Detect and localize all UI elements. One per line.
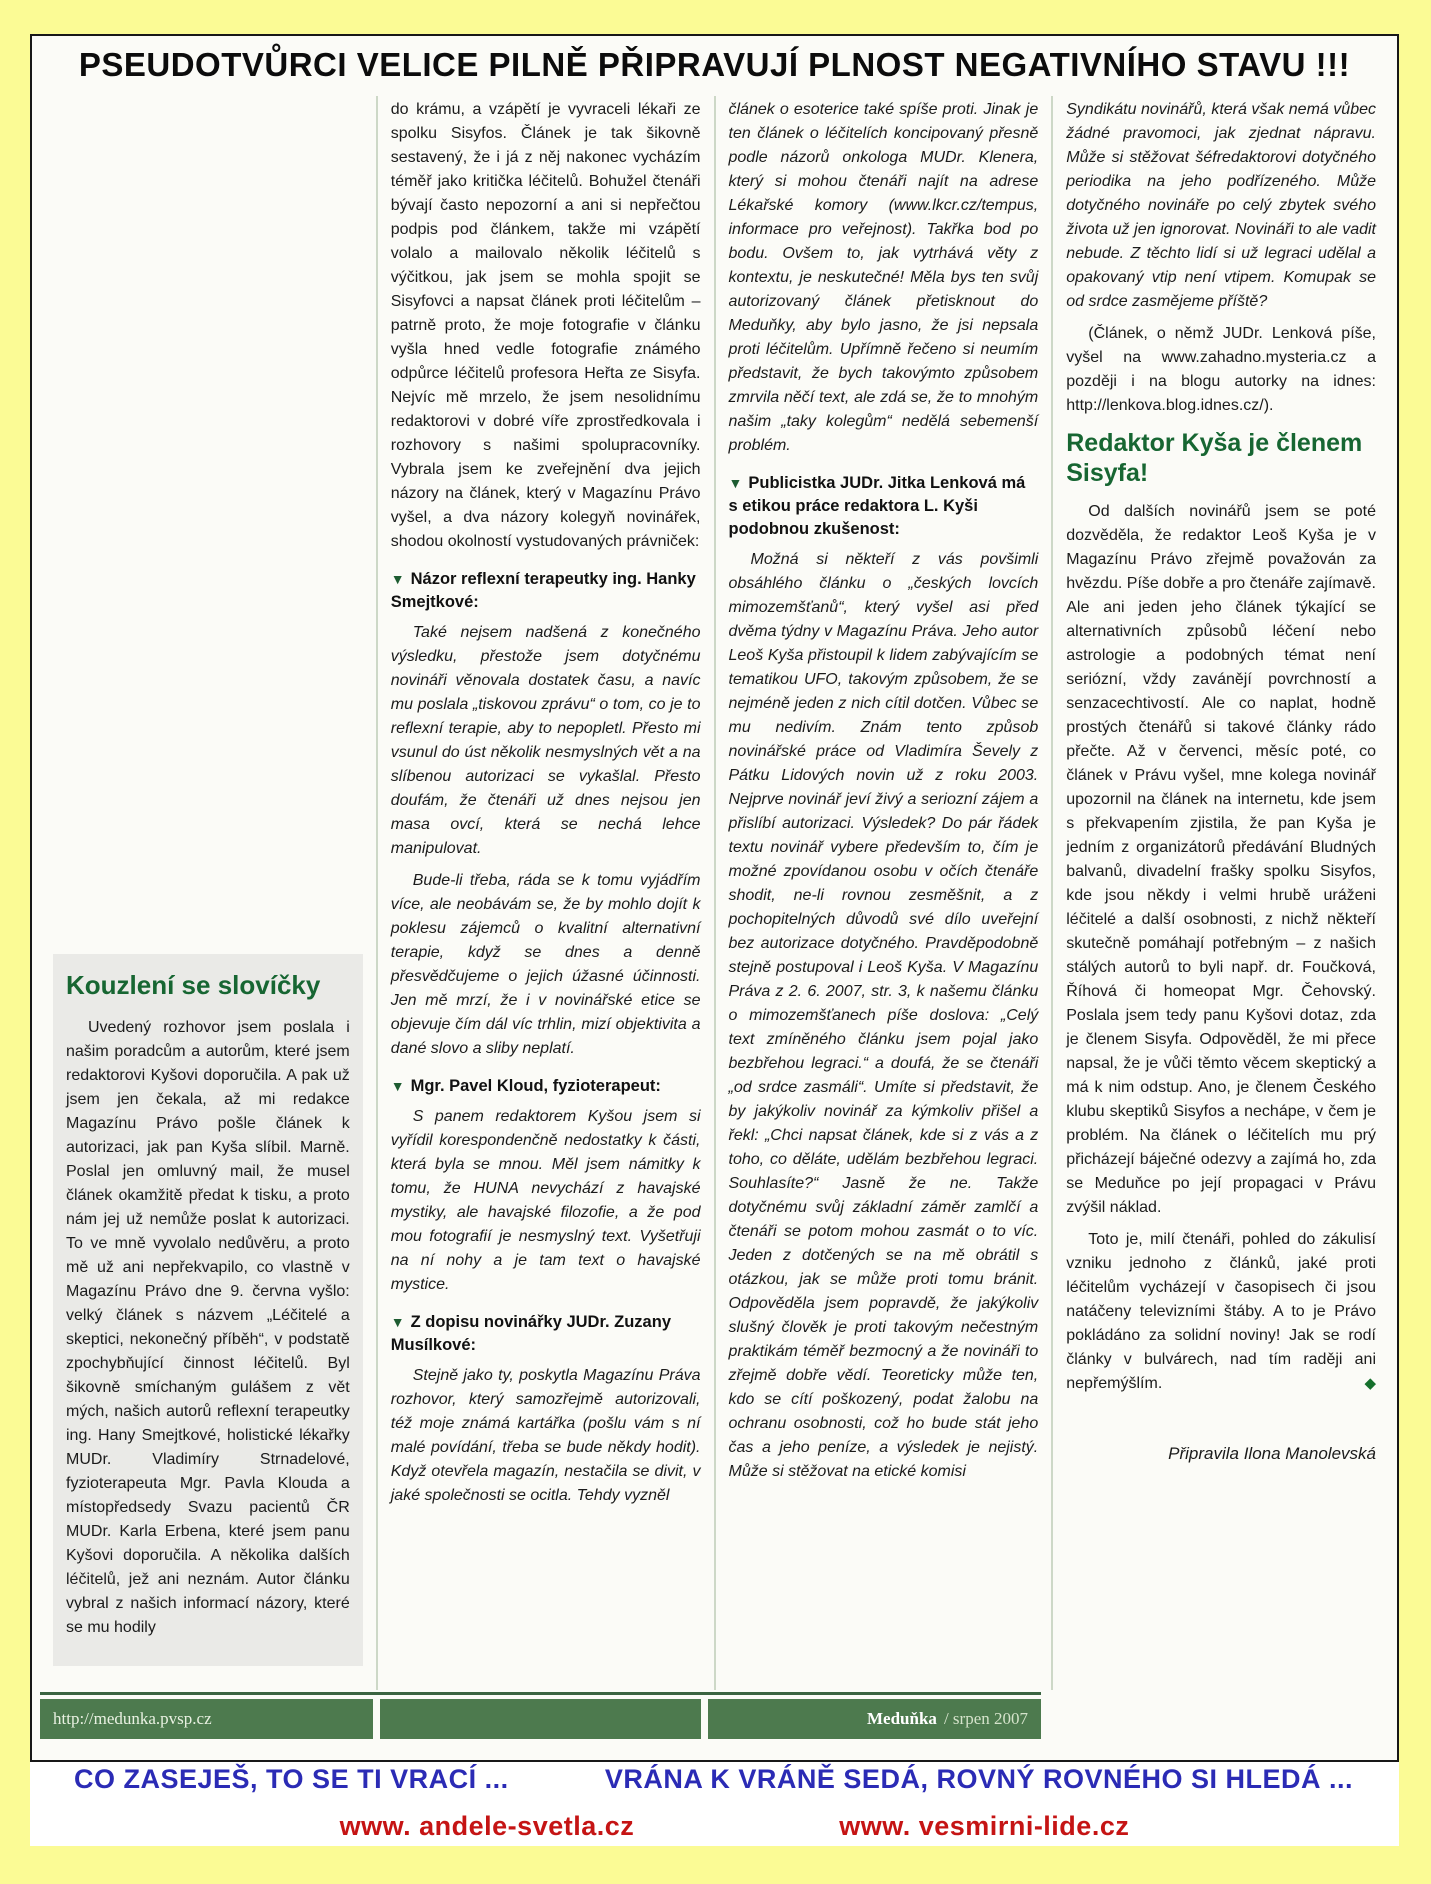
footer-issue-segment (708, 1699, 1041, 1739)
section-heading: Redaktor Kyša je členem Sisyfa! (1066, 429, 1363, 487)
article-column-1 (40, 96, 376, 1690)
article-paragraph: Také nejsem nadšená z konečného výsledku, přestože jsem dotyčnému novináři věnovala dostatek času, a navíc mu poslala „tiskovou zprávu“ o tom, co je to reflexní terapie, aby to nepopletl. Přesto mi vsunul do úst několik nesmyslných vět a na slíbenou autorizaci se vykašlal. Přesto doufám, že čtenáři už dnes nejsou jen masa ovcí, která se nechá lehce manipulovat. (390, 624, 701, 857)
footer-rule (40, 1692, 1041, 1695)
article-paragraph: Možná si někteří z vás povšimli obsáhlého článku o „českých lovcích mimozemšťanů“, který vyšel asi před dvěma týdny v Magazínu Práva. Jeho autor Leoš Kyša přistoupil k lidem zabývajícím se tematikou UFO, takovým způsobem, že se nejméně jeden z nich cítil dotčen. Vůbec se mu nedivím. Znám tento způsob novinářské práce od Vladimíra Ševely z Pátku Lidových novin už z roku 2003. Nejprve novinář jeví živý a seriozní zájem a přislíbí autorizaci. Výsledek? Do pár řádek textu novinář vybere především to, čím je možné zpovídanou osobu v očích čtenáře shodit, ne-li rovnou zesměšnit, a z pochopitelných důvodů své dílo uveřejní bez autorizace dotyčného. Pravděpodobně stejně postupoval i Leoš Kyša. V Magazínu Práva z 2. 6. 2007, str. 3, k našemu článku o mimozemšťanech píše doslova: „Celý text zmíněného článku jsem pojal jako bezbřehou legraci.“ a doufá, že se čtenáři „od srdce zasmáli“. Umíte si představit, že by jakýkoliv novinář za kýmkoliv přišel a řekl: „Chci napsat článek, kde si z vás a z toho, co děláte, udělám bezbřehou legraci. Souhlasíte?“ Jasně že ne. Takže dotyčnému svůj základní záměr zamlčí a čtenáři se potom mohou zasmát o to víc. Jeden z dotčených se na mě obrátil s otázkou, jak se může proti tomu bránit. Odpověděla jsem popravdě, že jakýkoliv slušný člověk je proti takovým nečestným praktikám téměř bezmocný a že novináři to zřejmě dobře vědí. Teoreticky může ten, kdo se cítí poškozený, podat žalobu na ochranu osobnosti, což ho bude stát jeho čas a jeho peníze, a výsledek je nejistý. Může si stěžovat na etické komisi (728, 551, 1039, 1480)
article-paragraph: do krámu, a vzápětí je vyvraceli lékaři ze spolku Sisyfos. Článek je tak šikovně sestavený, že i já z něj nakonec vycházím téměř jako kritička léčitelů. Bohužel čtenáři bývají často nepozorní a ani si nepřečtou podpis pod článkem, takže mi vzápětí volalo a mailovalo několik léčitelů s výčitkou, jak jsem se mohla spojit se Sisyfovci a napsat článek proti léčitelům – patrně proto, že moje fotografie v článku vyšla hned vedle fotografie známého odpůrce léčitelů profesora Heřta ze Sisyfa. Nejvíc mě mrzelo, že jsem nesolidnímu redaktorovi v dobré víře zprostředkovala i rozhovory s našimi spolupracovníky. Vybrala jsem ke zveřejnění dva jejich názory na článek, který v Magazínu Právo vyšel, a dva názory kolegyň novinářek, shodou okolností vystudovaných právniček: (390, 101, 701, 550)
magazine-url: http://medunka.pvsp.cz (53, 1709, 212, 1728)
triangle-bullet-icon: ▼ (728, 475, 743, 491)
magazine-issue: / srpen 2007 (943, 1709, 1028, 1728)
proverb-left: CO ZASEJEŠ, TO SE TI VRACÍ ... (74, 1764, 509, 1794)
article-paragraph: Od dalších novinářů jsem se poté dozvěděla, že redaktor Leoš Kyša je v Magazínu Právo zřejmě považován za hvězdu. Píše dobře a pro čtenáře zajímavě. Ale ani jeden jeho článek týkající se alternativních způsobů léčení nebo astrologie a podobných témat není seriózní, vždy zavánějí povrchností a senzacechtivostí. Ale co naplat, hodně prostých čtenářů si takové články rádo přečte. Až v červenci, měsíc poté, co článek v Právu vyšel, mne kolega novinář upozornil na článek na internetu, kde jsem s překvapením zjistila, že pan Kyša je jedním z organizátorů předávání Bludných balvanů, divadelní frašky spolku Sisyfos, kde jsou někdy i velmi hrubě uráženi léčitelé a další osobnosti, z nichž někteří skutečně pomáhají potřebným – z našich stálých autorů to byli např. dr. Foučková, Říhová či homeopat Mgr. Čehovský. Poslala jsem tedy panu Kyšovi dotaz, zda je členem Sisyfa. Odpověděl, že mi přece napsal, že je vůči těmto věcem skeptický a má k nim odstup. Ano, je členem Českého klubu skeptiků Sisyfos a nechápe, v čem je problém. Na článek o léčitelích mu prý přicházejí báječné odezvy a zajímá ho, zda se Meduňce po její propagaci v Právu zvýšil náklad. (1066, 503, 1376, 1216)
article-paragraph: S panem redaktorem Kyšou jsem si vyřídil korespondenčně nedostatky k části, která byla se mnou. Měl jsem námitky k tomu, že HUNA nevychází z havajské mystiky, ale havajské filozofie, a že pod mou fotografií je nesmyslný text. Vyšetřuji na ní nohy a je tam text o havajské mystice. (390, 1108, 701, 1293)
headline-row (32, 36, 1397, 94)
article-paragraph: Uvedený rozhovor jsem poslala i našim poradcům a autorům, které jsem redaktorovi Kyšovi doporučila. A pak už jsem jen čekala, až mi redakce Magazínu Právo pošle článek k autorizaci, jak pan Kyša slíbil. Marně. Poslal jen omluvný mail, že musel článek okamžitě předat k tisku, a proto nám jej už nemůže poslat k autorizaci. To ve mně vyvolalo nedůvěru, a proto mě už ani nepřekvapilo, co vlastně v Magazínu Právo dne 9. června vyšlo: velký článek s názvem „Léčitelé a skeptici, nekonečný příběh“, v podstatě zpochybňující činnost léčitelů. Byl šikovně smíchaným gulášem z vět mých, našich autorů reflexní terapeutky ing. Hany Smejtkové, holistické lékařky MUDr. Vladimíry Strnadelové, fyzioterapeuta Mgr. Pavla Klouda a místopředsedy Svazu pacientů ČR MUDr. Karla Erbena, které jsem panu Kyšovi doporučila. A několika dalších léčitelů, jež ani neznám. Autor článku vybral z našich informací názory, které se mu hodily (66, 1019, 350, 1636)
article-column-2 (376, 96, 714, 1690)
article-columns (40, 96, 1389, 1690)
bottom-links-area (30, 1764, 1399, 1842)
proverb-right: VRÁNA K VRÁNĚ SEDÁ, ROVNÝ ROVNÉHO SI HLEDÁ ... (604, 1764, 1353, 1794)
article-paragraph: (Článek, o němž JUDr. Lenková píše, vyšel na www.zahadno.mysteria.cz a později i na blogu autorky na idnes: http://lenkova.blog.idnes.cz/). (1066, 325, 1376, 414)
footer-bar (40, 1699, 1041, 1739)
interview-subhead: ▼ Z dopisu novinářky JUDr. Zuzany Musílkové: (390, 1313, 671, 1354)
proverb-row (30, 1764, 1399, 1795)
article-paragraph: Toto je, milí čtenáři, pohled do zákulisí vzniku jednoho z článků, jaké proti léčitelům vycházejí v časopisech či jsou natáčeny televizními štáby. A to je Právo pokládáno za solidní noviny! Jak se rodí články v bulvárech, nad tím raději ani nepřemýšlím. ◆ (1066, 1228, 1376, 1396)
link-andele-svetla[interactable]: www. andele-svetla.cz (339, 1811, 635, 1841)
article-paragraph: článek o esoterice také spíše proti. Jinak je ten článek o léčitelích koncipovaný přesně podle názorů onkologa MUDr. Klenera, který si mohou čtenáři najít na adrese Lékařské komory (www.lkcr.cz/tempus, informace pro veřejnost). Takřka bod po bodu. Ovšem to, jak vytrhává věty z kontextu, je neskutečné! Měla bys ten svůj autorizovaný článek přetisknout do Meduňky, aby bylo jasno, že jsi nepsala proti léčitelům. Upřímně řečeno si neumím představit, že bych takovýmto způsobem zmrvila něčí text, ale zdá se, že to mnohým našim „taky kolegům“ nedělá sebemenší problém. (728, 101, 1039, 454)
article-column-3 (714, 96, 1052, 1690)
website-links-row (70, 1811, 1399, 1842)
interview-subhead: ▼ Publicistka JUDr. Jitka Lenková má s etikou práce redaktora L. Kyši podobnou zkušenost: (728, 474, 1026, 538)
page-title: PSEUDOTVŮRCI VELICE PILNĚ PŘIPRAVUJÍ PLNOST NEGATIVNÍHO STAVU !!! (78, 46, 1351, 83)
end-of-article-diamond-icon: ◆ (1364, 1375, 1376, 1392)
link-vesmirni-lide[interactable]: www. vesmirni-lide.cz (839, 1811, 1130, 1841)
footer-url-segment (40, 1699, 373, 1739)
article-paragraph: Bude-li třeba, ráda se k tomu vyjádřím více, ale neobávám se, že by mohlo dojít k poklesu zájemců o kvalitní alternativní terapie, když se dnes a denně přesvědčujeme o jejich úžasné účinnosti. Jen mě mrzí, že i v novinářské etice se objevuje čím dál víc trhlin, mizí objektivita a dané slovo a sliby neplatí. (390, 872, 701, 1057)
interview-subhead: ▼ Mgr. Pavel Kloud, fyzioterapeut: (390, 1077, 661, 1095)
interview-subhead: ▼ Názor reflexní terapeutky ing. Hanky Smejtkové: (390, 570, 696, 611)
magazine-scan (30, 34, 1399, 1762)
article-paragraph: Syndikátu novinářů, která však nemá vůbec žádné pravomoci, jak zjednat nápravu. Může si stěžovat šéfredaktorovi dotyčného periodika na jeho podřízeného. Může dotyčného novináře po celý zbytek svého života už jen ignorovat. Novináři to ale vadit nebude. Z těchto lidí si už legraci udělal a opakovaný vtip není vtipem. Komupak se od srdce zasmějeme příště? (1066, 101, 1376, 310)
page-paper (30, 34, 1399, 1846)
article-column-4 (1051, 96, 1389, 1690)
author-credit: Připravila Ilona Manolevská (1168, 1444, 1376, 1463)
article-paragraph: Stejně jako ty, poskytla Magazínu Práva rozhovor, který samozřejmě autorizovali, též moje známá kartářka (pošlu vám s ní malé povídání, třeba se bude někdy hodit). Když otevřela magazín, nestačila se divit, v jaké společnosti se ocitla. Tehdy vyzněl (390, 1367, 701, 1504)
footer-middle-segment (380, 1699, 700, 1739)
triangle-bullet-icon: ▼ (390, 1078, 405, 1094)
magazine-name: Meduňka (867, 1709, 937, 1728)
section-heading: Kouzlení se slovíčky (66, 970, 321, 1000)
triangle-bullet-icon: ▼ (390, 571, 405, 587)
sidebar-box-kouzleni (53, 954, 363, 1666)
triangle-bullet-icon: ▼ (390, 1314, 405, 1330)
